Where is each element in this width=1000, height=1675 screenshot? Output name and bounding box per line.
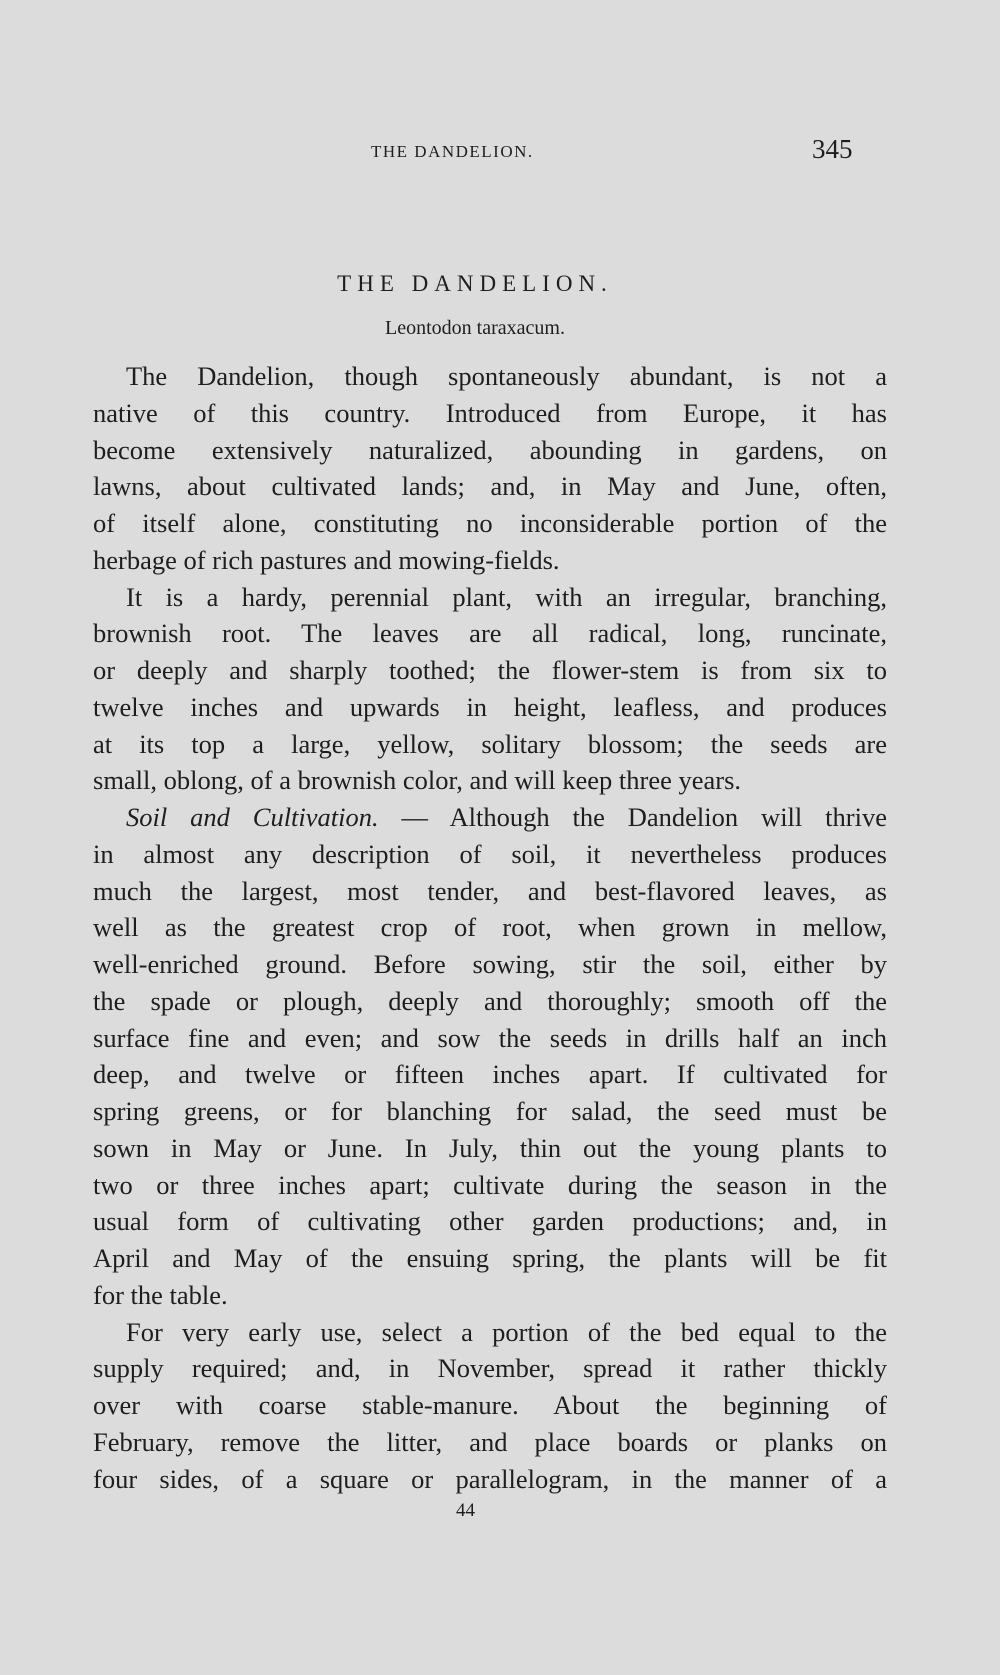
text-line: four sides, of a square or parallelogram, in the manner of a bbox=[93, 1463, 887, 1494]
paragraph bbox=[93, 799, 887, 1314]
text-line: or deeply and sharply toothed; the flower-stem is from six to bbox=[93, 655, 887, 685]
text-line: April and May of the ensuing spring, the plants will be fit bbox=[93, 1243, 887, 1273]
paragraph bbox=[93, 358, 887, 579]
paragraph bbox=[93, 579, 887, 800]
body-text bbox=[93, 358, 887, 1497]
signature-mark: 44 bbox=[456, 1500, 475, 1521]
text-line: two or three inches apart; cultivate during the season in the bbox=[93, 1169, 887, 1200]
text-line: in almost any description of soil, it nevertheless produces bbox=[93, 838, 887, 869]
text-line: supply required; and, in November, spread it rather thickly bbox=[93, 1353, 887, 1384]
text-line: spring greens, or for blanching for salad, the seed must be bbox=[93, 1096, 887, 1126]
text-line: for the table. bbox=[93, 1279, 228, 1310]
text-line: the spade or plough, deeply and thoroughly; smooth off the bbox=[93, 985, 887, 1016]
text-line: For very early use, select a portion of the bed equal to the bbox=[126, 1316, 887, 1347]
text-line: sown in May or June. In July, thin out the young plants to bbox=[93, 1132, 887, 1163]
text-line: It is a hardy, perennial plant, with an irregular, branching, bbox=[126, 581, 887, 612]
text-line: herbage of rich pastures and mowing-fields. bbox=[93, 544, 560, 575]
text-line: usual form of cultivating other garden productions; and, in bbox=[93, 1206, 887, 1237]
paragraph bbox=[93, 1314, 887, 1498]
text-line: twelve inches and upwards in height, leafless, and produces bbox=[93, 691, 887, 722]
text-line: well as the greatest crop of root, when grown in mellow, bbox=[93, 912, 887, 943]
page-number: 345 bbox=[812, 134, 853, 164]
text-line: lawns, about cultivated lands; and, in May and June, often, bbox=[93, 471, 887, 502]
text-span: — Although the Dandelion will thrive bbox=[378, 802, 887, 832]
text-line: well-enriched ground. Before sowing, stir the soil, either by bbox=[93, 949, 887, 979]
section-heading: Soil and Cultivation. bbox=[126, 802, 379, 832]
text-line: small, oblong, of a brownish color, and will keep three years. bbox=[93, 765, 742, 796]
text-line: native of this country. Introduced from Europe, it has bbox=[93, 397, 887, 428]
text-line: February, remove the litter, and place boards or planks on bbox=[93, 1426, 887, 1457]
chapter-title: THE DANDELION. bbox=[337, 271, 613, 296]
text-line: much the largest, most tender, and best-flavored leaves, as bbox=[93, 875, 887, 906]
text-line bbox=[93, 799, 887, 836]
text-line: deep, and twelve or fifteen inches apart. If cultivated for bbox=[93, 1059, 887, 1090]
text-line: surface fine and even; and sow the seeds in drills half an inch bbox=[93, 1022, 887, 1053]
running-head: THE DANDELION. bbox=[371, 142, 534, 161]
botanical-name: Leontodon taraxacum. bbox=[385, 317, 565, 339]
text-line: at its top a large, yellow, solitary blossom; the seeds are bbox=[93, 728, 887, 759]
text-line: The Dandelion, though spontaneously abundant, is not a bbox=[126, 361, 887, 391]
text-line: brownish root. The leaves are all radical, long, runcinate, bbox=[93, 618, 887, 649]
text-line: become extensively naturalized, abounding in gardens, on bbox=[93, 434, 887, 465]
text-line: of itself alone, constituting no inconsiderable portion of the bbox=[93, 508, 887, 538]
text-line: over with coarse stable-manure. About the beginning of bbox=[93, 1390, 887, 1420]
